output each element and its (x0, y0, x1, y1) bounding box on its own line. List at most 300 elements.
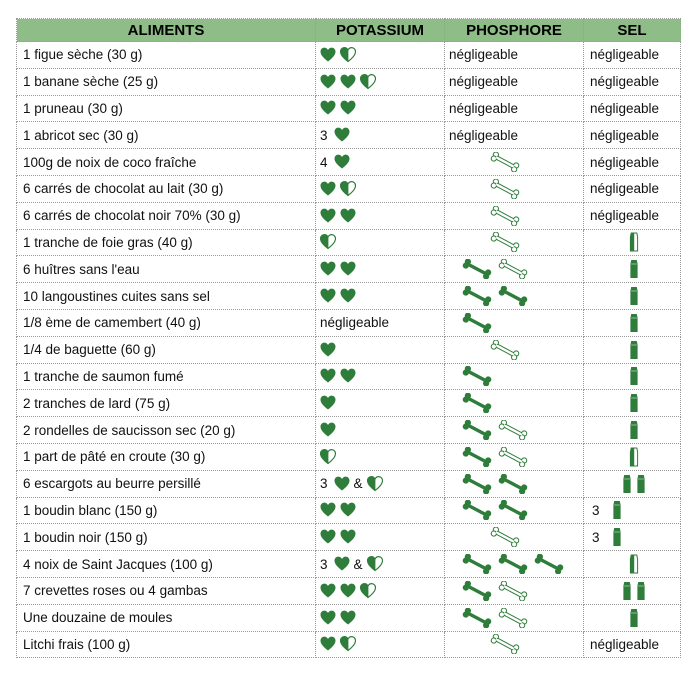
sel-cell (584, 229, 681, 256)
aliment-cell (17, 604, 316, 631)
potassium-cell (316, 68, 445, 95)
header-row (17, 19, 681, 42)
phosphore-text: négligeable (449, 74, 519, 90)
sel-text: négligeable (590, 636, 660, 652)
salt-shaker-half-icon (629, 447, 639, 467)
phosphore-icons (449, 581, 583, 601)
phosphore-icons (449, 634, 583, 654)
bone-outline-icon (497, 259, 529, 279)
sel-cell (584, 417, 681, 444)
phosphore-cell (445, 631, 584, 658)
phosphore-cell (445, 175, 584, 202)
potassium-cell (316, 443, 445, 470)
potassium-cell (316, 95, 445, 122)
phosphore-icons (449, 608, 583, 628)
aliment-cell (17, 336, 316, 363)
heart-full-icon (340, 368, 356, 384)
potassium-icons (320, 368, 444, 384)
aliment-label: 10 langoustines cuites sans sel (23, 288, 210, 304)
sel-icons (588, 208, 680, 223)
potassium-icons (320, 261, 444, 277)
potassium-text: négligeable (320, 315, 390, 331)
potassium-icons (320, 288, 444, 304)
heart-full-icon (320, 208, 336, 224)
potassium-icons (320, 583, 444, 599)
heart-full-icon (320, 395, 336, 411)
potassium-cell (316, 551, 445, 578)
heart-half-icon (320, 234, 336, 250)
phosphore-icons (449, 420, 583, 440)
sel-icons (588, 128, 680, 143)
bone-outline-icon (489, 179, 521, 199)
aliment-label: 4 noix de Saint Jacques (100 g) (23, 556, 213, 572)
heart-full-icon (320, 502, 336, 518)
sel-cell (584, 149, 681, 176)
sel-icons (588, 155, 680, 170)
potassium-cell (316, 256, 445, 283)
sel-icons (588, 366, 680, 386)
aliment-cell (17, 42, 316, 69)
phosphore-icons (449, 74, 583, 89)
salt-shaker-full-icon (636, 474, 646, 494)
bone-outline-icon (489, 206, 521, 226)
potassium-icons (320, 449, 444, 465)
table-row (17, 309, 681, 336)
potassium-ampersand: & (353, 476, 363, 492)
phosphore-icons (449, 366, 583, 386)
salt-shaker-full-icon (629, 286, 639, 306)
sel-text: négligeable (590, 181, 660, 197)
bone-full-icon (461, 474, 493, 494)
heart-half-icon (360, 74, 376, 90)
header-aliments: ALIMENTS (17, 19, 316, 42)
heart-half-icon (340, 47, 356, 63)
table-row (17, 336, 681, 363)
phosphore-icons (449, 500, 583, 520)
sel-icons (588, 181, 680, 196)
sel-icons (588, 101, 680, 116)
sel-cell (584, 443, 681, 470)
sel-cell (584, 309, 681, 336)
phosphore-icons (449, 232, 583, 252)
heart-full-icon (340, 261, 356, 277)
sel-text: négligeable (590, 47, 660, 63)
phosphore-icons (449, 527, 583, 547)
potassium-cell (316, 175, 445, 202)
phosphore-icons (449, 179, 583, 199)
sel-cell (584, 577, 681, 604)
bone-outline-icon (497, 420, 529, 440)
table-body (17, 42, 681, 658)
potassium-count: 4 (320, 154, 328, 170)
salt-shaker-full-icon (629, 366, 639, 386)
sel-cell (584, 42, 681, 69)
bone-full-icon (497, 474, 529, 494)
table-row (17, 149, 681, 176)
heart-full-icon (320, 610, 336, 626)
aliment-label: 1 part de pâté en croute (30 g) (23, 449, 206, 465)
heart-full-icon (320, 181, 336, 197)
sel-cell (584, 551, 681, 578)
sel-icons (588, 313, 680, 333)
heart-half-icon (320, 449, 336, 465)
bone-full-icon (461, 447, 493, 467)
bone-outline-icon (489, 527, 521, 547)
heart-full-icon (340, 529, 356, 545)
aliment-cell (17, 577, 316, 604)
sel-text: négligeable (590, 154, 660, 170)
potassium-icons (320, 154, 444, 170)
aliment-cell (17, 309, 316, 336)
salt-shaker-full-icon (622, 581, 632, 601)
aliment-label: 1 boudin blanc (150 g) (23, 502, 158, 518)
heart-full-icon (340, 208, 356, 224)
heart-full-icon (320, 636, 336, 652)
salt-shaker-half-icon (629, 232, 639, 252)
bone-full-icon (461, 259, 493, 279)
potassium-icons (320, 100, 444, 116)
aliment-cell (17, 497, 316, 524)
sel-cell (584, 283, 681, 310)
potassium-cell (316, 283, 445, 310)
sel-cell (584, 68, 681, 95)
sel-icons (588, 554, 680, 574)
potassium-count: 3 (320, 476, 328, 492)
potassium-count: 3 (320, 556, 328, 572)
table-row (17, 631, 681, 658)
bone-outline-icon (489, 232, 521, 252)
sel-text: négligeable (590, 74, 660, 90)
sel-cell (584, 497, 681, 524)
aliment-cell (17, 149, 316, 176)
header-phosphore: PHOSPHORE (445, 19, 584, 42)
bone-full-icon (461, 608, 493, 628)
aliment-cell (17, 524, 316, 551)
potassium-icons (320, 47, 444, 63)
bone-full-icon (497, 500, 529, 520)
sel-icons (588, 420, 680, 440)
sel-icons (588, 74, 680, 89)
aliment-cell (17, 95, 316, 122)
aliment-label: 1 banane sèche (25 g) (23, 74, 159, 90)
phosphore-cell (445, 417, 584, 444)
heart-half-icon (367, 476, 383, 492)
table-row (17, 524, 681, 551)
potassium-cell (316, 202, 445, 229)
phosphore-cell (445, 470, 584, 497)
phosphore-cell (445, 604, 584, 631)
bone-outline-icon (497, 447, 529, 467)
heart-full-icon (340, 610, 356, 626)
aliment-label: 2 tranches de lard (75 g) (23, 395, 171, 411)
sel-text: négligeable (590, 100, 660, 116)
aliment-label: 6 carrés de chocolat au lait (30 g) (23, 181, 224, 197)
heart-full-icon (334, 556, 350, 572)
aliment-label: 2 rondelles de saucisson sec (20 g) (23, 422, 236, 438)
header-potassium: POTASSIUM (316, 19, 445, 42)
sel-icons (588, 393, 680, 413)
potassium-cell (316, 336, 445, 363)
phosphore-icons (449, 393, 583, 413)
potassium-icons (320, 529, 444, 545)
table-row (17, 68, 681, 95)
potassium-cell (316, 309, 445, 336)
aliment-cell (17, 443, 316, 470)
aliment-label: 1/8 ème de camembert (40 g) (23, 315, 201, 331)
table-row (17, 283, 681, 310)
heart-full-icon (320, 74, 336, 90)
salt-shaker-full-icon (629, 259, 639, 279)
phosphore-icons (449, 152, 583, 172)
bone-full-icon (497, 554, 529, 574)
bone-outline-icon (497, 608, 529, 628)
potassium-cell (316, 363, 445, 390)
sel-text: négligeable (590, 127, 660, 143)
table-row (17, 390, 681, 417)
phosphore-icons (449, 554, 583, 574)
sel-cell (584, 470, 681, 497)
sel-cell (584, 95, 681, 122)
phosphore-icons (449, 101, 583, 116)
aliment-label: Une douzaine de moules (23, 610, 173, 626)
phosphore-icons (449, 313, 583, 333)
heart-full-icon (334, 127, 350, 143)
salt-shaker-full-icon (612, 500, 622, 520)
heart-full-icon (340, 502, 356, 518)
table-row (17, 42, 681, 69)
phosphore-cell (445, 524, 584, 551)
sel-icons (588, 637, 680, 652)
sel-icons (588, 500, 680, 520)
heart-half-icon (340, 181, 356, 197)
salt-shaker-full-icon (612, 527, 622, 547)
aliment-cell (17, 631, 316, 658)
heart-full-icon (320, 583, 336, 599)
phosphore-cell (445, 390, 584, 417)
aliment-cell (17, 122, 316, 149)
phosphore-text: négligeable (449, 47, 519, 63)
sel-cell (584, 524, 681, 551)
bone-full-icon (461, 581, 493, 601)
table-row (17, 417, 681, 444)
salt-shaker-full-icon (629, 313, 639, 333)
sel-icons (588, 581, 680, 601)
heart-full-icon (340, 100, 356, 116)
heart-full-icon (340, 288, 356, 304)
phosphore-icons (449, 128, 583, 143)
bone-full-icon (461, 313, 493, 333)
heart-full-icon (320, 288, 336, 304)
phosphore-icons (449, 206, 583, 226)
heart-full-icon (320, 261, 336, 277)
sel-icons (588, 232, 680, 252)
heart-full-icon (320, 342, 336, 358)
phosphore-cell (445, 497, 584, 524)
sel-cell (584, 363, 681, 390)
phosphore-cell (445, 336, 584, 363)
sel-cell (584, 202, 681, 229)
potassium-cell (316, 149, 445, 176)
heart-full-icon (340, 583, 356, 599)
aliment-label: 6 escargots au beurre persillé (23, 476, 201, 492)
sel-count: 3 (592, 529, 600, 545)
phosphore-cell (445, 551, 584, 578)
aliment-cell (17, 68, 316, 95)
sel-text: négligeable (590, 208, 660, 224)
table-row (17, 175, 681, 202)
sel-icons (588, 259, 680, 279)
sel-cell (584, 604, 681, 631)
potassium-cell (316, 497, 445, 524)
bone-outline-icon (489, 152, 521, 172)
salt-shaker-full-icon (629, 420, 639, 440)
sel-cell (584, 175, 681, 202)
phosphore-cell (445, 363, 584, 390)
bone-outline-icon (497, 581, 529, 601)
aliment-label: 100g de noix de coco fraîche (23, 154, 197, 170)
phosphore-text: négligeable (449, 127, 519, 143)
phosphore-cell (445, 229, 584, 256)
table-row (17, 95, 681, 122)
phosphore-cell (445, 309, 584, 336)
sel-cell (584, 631, 681, 658)
heart-half-icon (360, 583, 376, 599)
heart-full-icon (334, 476, 350, 492)
table-row (17, 470, 681, 497)
header-sel: SEL (584, 19, 681, 42)
phosphore-cell (445, 443, 584, 470)
phosphore-icons (449, 340, 583, 360)
aliment-label: 1 tranche de saumon fumé (23, 368, 184, 384)
heart-half-icon (340, 636, 356, 652)
bone-full-icon (461, 554, 493, 574)
table-row (17, 363, 681, 390)
aliment-label: 1 figue sèche (30 g) (23, 47, 143, 63)
potassium-cell (316, 122, 445, 149)
aliment-label: 1 abricot sec (30 g) (23, 127, 139, 143)
phosphore-cell (445, 577, 584, 604)
aliment-cell (17, 229, 316, 256)
potassium-icons (320, 315, 444, 330)
potassium-cell (316, 417, 445, 444)
sel-icons (588, 47, 680, 62)
aliment-label: 7 crevettes roses ou 4 gambas (23, 583, 208, 599)
table-row (17, 604, 681, 631)
bone-full-icon (461, 393, 493, 413)
heart-full-icon (320, 422, 336, 438)
heart-half-icon (367, 556, 383, 572)
phosphore-cell (445, 122, 584, 149)
potassium-cell (316, 631, 445, 658)
aliment-label: 6 carrés de chocolat noir 70% (30 g) (23, 208, 241, 224)
potassium-icons (320, 234, 444, 250)
salt-shaker-half-icon (629, 554, 639, 574)
table-row (17, 202, 681, 229)
potassium-icons (320, 556, 444, 572)
heart-full-icon (320, 368, 336, 384)
table-row (17, 229, 681, 256)
table-row (17, 122, 681, 149)
bone-full-icon (461, 420, 493, 440)
phosphore-icons (449, 47, 583, 62)
phosphore-cell (445, 149, 584, 176)
aliment-cell (17, 551, 316, 578)
phosphore-cell (445, 283, 584, 310)
potassium-ampersand: & (353, 556, 363, 572)
potassium-cell (316, 42, 445, 69)
sel-icons (588, 608, 680, 628)
potassium-count: 3 (320, 127, 328, 143)
bone-outline-icon (489, 634, 521, 654)
sel-icons (588, 286, 680, 306)
aliment-label: Litchi frais (100 g) (23, 636, 131, 652)
aliment-label: 1 pruneau (30 g) (23, 100, 123, 116)
potassium-cell (316, 577, 445, 604)
phosphore-cell (445, 42, 584, 69)
potassium-icons (320, 636, 444, 652)
table-row (17, 443, 681, 470)
nutrition-table (16, 18, 681, 658)
phosphore-icons (449, 474, 583, 494)
phosphore-icons (449, 447, 583, 467)
potassium-icons (320, 422, 444, 438)
aliment-label: 1/4 de baguette (60 g) (23, 342, 156, 358)
heart-full-icon (340, 74, 356, 90)
phosphore-icons (449, 286, 583, 306)
phosphore-cell (445, 256, 584, 283)
salt-shaker-full-icon (622, 474, 632, 494)
potassium-icons (320, 610, 444, 626)
table-row (17, 497, 681, 524)
aliment-cell (17, 202, 316, 229)
bone-outline-icon (489, 340, 521, 360)
bone-full-icon (461, 366, 493, 386)
phosphore-cell (445, 202, 584, 229)
potassium-cell (316, 604, 445, 631)
aliment-cell (17, 363, 316, 390)
sel-icons (588, 474, 680, 494)
phosphore-cell (445, 68, 584, 95)
bone-full-icon (497, 286, 529, 306)
potassium-icons (320, 74, 444, 90)
aliment-label: 6 huîtres sans l'eau (23, 261, 140, 277)
potassium-cell (316, 524, 445, 551)
bone-full-icon (461, 500, 493, 520)
aliment-cell (17, 417, 316, 444)
table-row (17, 256, 681, 283)
sel-icons (588, 340, 680, 360)
potassium-icons (320, 127, 444, 143)
heart-full-icon (334, 154, 350, 170)
heart-full-icon (320, 529, 336, 545)
potassium-icons (320, 395, 444, 411)
sel-cell (584, 122, 681, 149)
potassium-icons (320, 476, 444, 492)
sel-count: 3 (592, 502, 600, 518)
phosphore-cell (445, 95, 584, 122)
table-row (17, 577, 681, 604)
sel-cell (584, 256, 681, 283)
potassium-cell (316, 470, 445, 497)
sel-cell (584, 336, 681, 363)
heart-full-icon (320, 47, 336, 63)
phosphore-icons (449, 259, 583, 279)
aliment-label: 1 tranche de foie gras (40 g) (23, 234, 193, 250)
salt-shaker-full-icon (636, 581, 646, 601)
aliment-cell (17, 470, 316, 497)
potassium-icons (320, 502, 444, 518)
salt-shaker-full-icon (629, 608, 639, 628)
